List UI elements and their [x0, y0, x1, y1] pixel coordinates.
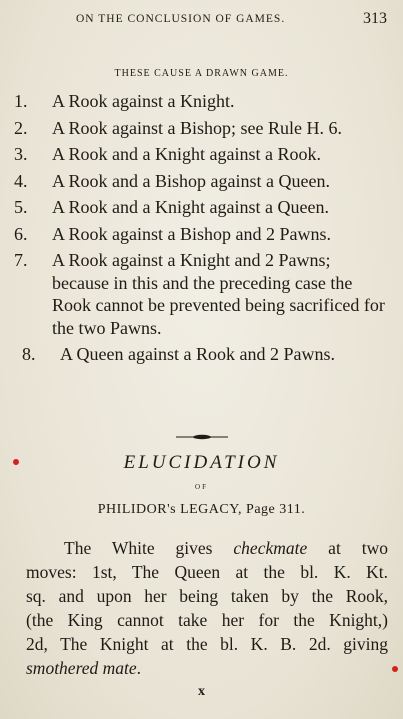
red-marker-dot: [392, 666, 398, 672]
italic-term: checkmate: [233, 538, 308, 558]
text-run: at two: [307, 538, 388, 558]
drawn-game-list: [0, 90, 403, 370]
item-number: 3.: [14, 144, 28, 164]
signature-mark: x: [198, 684, 205, 699]
item-text: A Rook and a Bishop against a Queen.: [52, 170, 330, 191]
page-number: 313: [363, 10, 387, 27]
section-heading: THESE CAUSE A DRAWN GAME.: [114, 68, 289, 79]
text-run: .: [136, 658, 142, 678]
running-head: [0, 10, 403, 34]
item-text: A Rook against a Knight.: [52, 91, 235, 111]
item-text: A Rook against a Bishop and 2 Pawns.: [52, 223, 331, 244]
paragraph-line: [26, 584, 388, 608]
paragraph-line: [26, 632, 388, 656]
text-run: (the King cannot take her for the Knight,): [26, 610, 388, 630]
item-text: A Rook and a Knight against a Rook.: [52, 144, 321, 164]
text-run: 2d, The Knight at the bl. K. B. 2d. giving: [26, 634, 388, 654]
text-run: The White gives: [64, 538, 234, 558]
item-number: 8.: [22, 344, 36, 364]
item-number: 2.: [14, 117, 28, 138]
item-number: 5.: [14, 197, 28, 217]
item-number: 6.: [14, 223, 28, 244]
elucidation-title: ELUCIDATION: [123, 452, 280, 473]
list-item: [0, 249, 403, 339]
legacy-subtitle: PHILIDOR's LEGACY, Page 311.: [97, 502, 306, 517]
ornament-rule: [176, 434, 228, 440]
list-item: [0, 90, 403, 113]
red-marker-dot: [13, 459, 19, 465]
item-text: A Queen against a Rook and 2 Pawns.: [60, 344, 335, 364]
list-item: [0, 170, 403, 193]
list-item: [0, 223, 403, 246]
running-title: ON THE CONCLUSION OF GAMES.: [76, 13, 286, 25]
elucidation-paragraph: [26, 536, 388, 680]
text-run: moves: 1st, The Queen at the bl. K. Kt.: [26, 562, 388, 582]
list-item: [0, 196, 403, 219]
item-text: A Rook and a Knight against a Queen.: [52, 197, 329, 217]
list-item: [0, 143, 403, 166]
paragraph-line: [26, 560, 388, 584]
paragraph-line: [26, 656, 388, 680]
item-text: A Rook against a Knight and 2 Pawns; because in this and the preceding case the Rook cannot be prevented being sacrificed for the two Pawns.: [52, 250, 385, 338]
list-item: [0, 117, 403, 140]
paragraph-line: [26, 536, 388, 560]
italic-term: smothered mate: [26, 658, 137, 678]
item-text: A Rook against a Bishop; see Rule H. 6.: [52, 117, 342, 138]
paragraph-line: [26, 608, 388, 632]
item-number: 4.: [14, 170, 28, 191]
item-number: 1.: [14, 91, 28, 111]
list-item: [0, 343, 403, 366]
of-label: OF: [195, 483, 208, 491]
item-number: 7.: [14, 250, 28, 270]
text-run: sq. and upon her being taken by the Rook,: [26, 586, 388, 606]
